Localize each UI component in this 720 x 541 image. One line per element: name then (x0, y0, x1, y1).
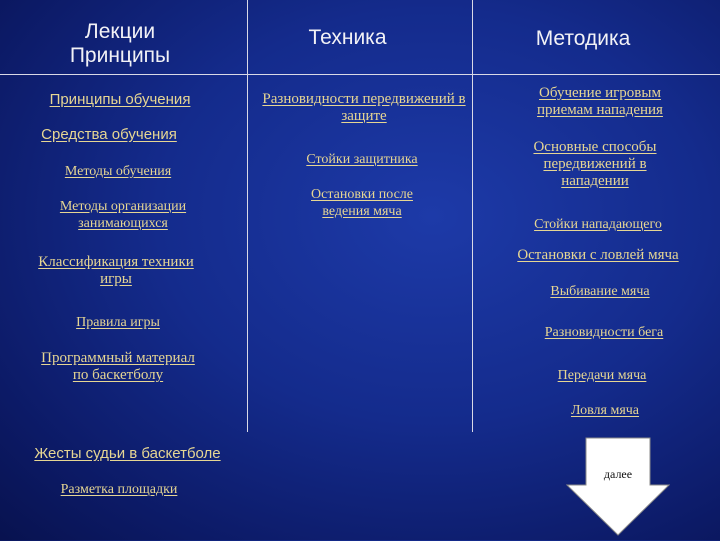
link-defense-movement[interactable]: Разновидности передвижений в защите (262, 91, 466, 124)
link-defender-stance[interactable]: Стойки защитника (306, 152, 418, 167)
link-program[interactable]: Программный материал по баскетболу (41, 350, 195, 383)
link-org-methods[interactable]: Методы организации занимающихся (59, 199, 187, 231)
link-marking[interactable]: Разметка площадки (60, 482, 178, 497)
link-rules[interactable]: Правила игры (76, 315, 160, 330)
link-movement-ways[interactable]: Основные способы передвижений в нападении (533, 139, 657, 189)
link-attacker-stance[interactable]: Стойки нападающего (534, 217, 662, 232)
link-classification[interactable]: Классификация техники игры (38, 254, 194, 287)
link-stops-dribble[interactable]: Остановки после ведения мяча (311, 187, 413, 219)
next-arrow-button[interactable] (566, 437, 670, 536)
header-lectures: Лекции Принципы (69, 20, 171, 67)
link-principles[interactable]: Принципы обучения (49, 91, 191, 108)
link-passing[interactable]: Передачи мяча (557, 368, 647, 383)
next-label: далее (603, 467, 633, 481)
header-methods: Методика (535, 27, 631, 50)
header-technique: Техника (308, 26, 387, 49)
divider-col1 (247, 0, 248, 432)
divider-header (0, 74, 720, 75)
link-game-techniques[interactable]: Обучение игровым приемам нападения (537, 85, 663, 118)
link-methods[interactable]: Методы обучения (64, 164, 172, 179)
divider-col2 (472, 0, 473, 432)
down-arrow-icon (566, 437, 670, 536)
link-stops-catch[interactable]: Остановки с ловлей мяча (517, 247, 679, 263)
link-running[interactable]: Разновидности бега (544, 325, 664, 340)
link-knockout[interactable]: Выбивание мяча (550, 284, 650, 299)
link-means[interactable]: Средства обучения (41, 126, 177, 143)
link-gestures[interactable]: Жесты судьи в баскетболе (34, 445, 221, 462)
link-catching[interactable]: Ловля мяча (570, 403, 640, 418)
